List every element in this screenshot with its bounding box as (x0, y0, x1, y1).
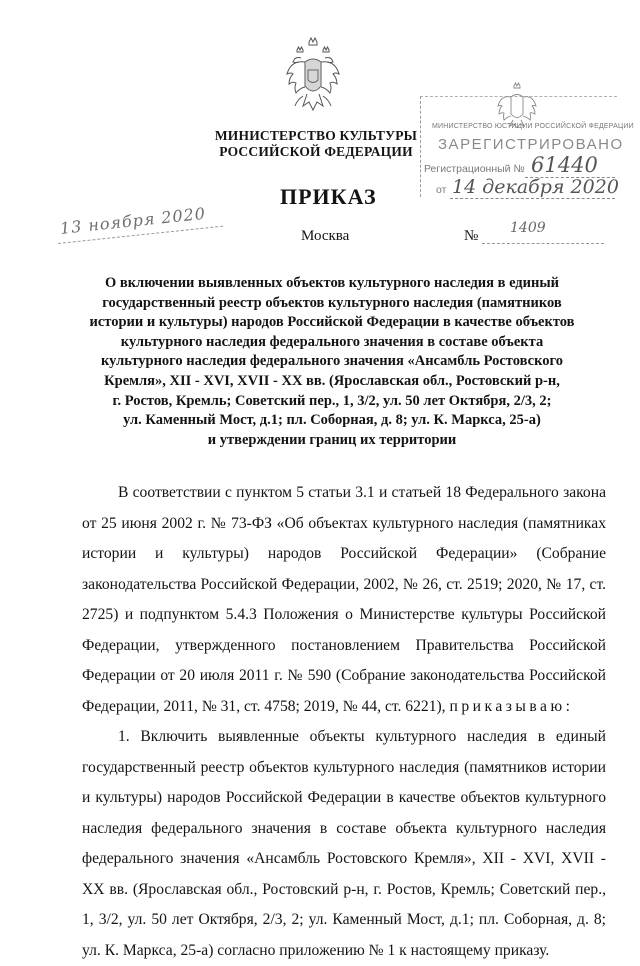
stamp-emblem-icon (496, 82, 538, 128)
heading-line: Кремля», XII - XVI, XVII - XX вв. (Ярославская обл., Ростовский р-н, (104, 372, 560, 389)
ministry-name-line-2: РОССИЙСКОЙ ФЕДЕРАЦИИ (219, 144, 413, 159)
stamp-date-label: от (436, 184, 447, 196)
heading-line: О включении выявленных объектов культурного наследия в единый (104, 275, 560, 291)
order-city: Москва (301, 228, 350, 244)
body-paragraph-preamble (82, 478, 606, 722)
heading-line: г. Ростов, Кремль; Советский пер., 1, 3/2, ул. 50 лет Октября, 2/3, 2; (112, 392, 552, 409)
order-number-label: № (464, 228, 479, 244)
heading-line: ул. Каменный Мост, д.1; пл. Соборная, д. 8; ул. К. Маркса, 25-а) (123, 412, 541, 429)
preamble-text: В соответствии с пунктом 5 статьи 3.1 и статьей 18 Федерального закона от 25 июня 2002 г. № 73-ФЗ «Об объектах культурного наследия (памятниках истории и культуры) народов Российской Федерации» (Собрание законодательства Российской Федерации, 2002, № 26, ст. 2519; 2020, № 17, ст. 2725) и подпунктом 5.4.3 Положения о Министерстве культуры Российской Федерации, утвержденного постановлением Правительства Российской Федерации от 20 июля 2011 г. № 590 (Собрание законодательства Российской Федерации, 2011, № 31, ст. 4758; 2019, № 44, ст. 6221), (82, 484, 606, 715)
ministry-name-line-1: МИНИСТЕРСТВО КУЛЬТУРЫ (214, 128, 418, 143)
coat-of-arms-icon (283, 36, 343, 120)
heading-line: истории и культуры) народов Российской Федерации в качестве объектов (89, 314, 575, 331)
body-paragraph-item-1: 1. Включить выявленные объекты культурного наследия в единый государственный реестр объектов культурного наследия (памятников истории и культуры) народов Российской Федерации в качестве объектов культурного наследия федерального значения в составе объекта культурного наследия федерального значения «Ансамбль Ростовского Кремля», XII - XVI, XVII - XX вв. (Ярославская обл., Ростовский р-н, г. Ростов, Кремль; Советский пер., 1, 3/2, ул. 50 лет Октября, 2/3, 2; ул. Каменный Мост, д.1; пл. Соборная, д. 8; ул. К. Маркса, 25-а) согласно приложению № 1 к настоящему приказу. (82, 728, 606, 959)
order-heading (72, 274, 592, 450)
ministry-name (196, 128, 436, 160)
stamp-registration-number-value: 61440 (531, 153, 598, 177)
stamp-registered-title: ЗАРЕГИСТРИРОВАНО (438, 136, 624, 153)
stamp-date-underline (450, 198, 615, 199)
heading-line: культурного наследия федерального значения «Ансамбль Ростовского (101, 353, 563, 370)
handwritten-order-date: 13 ноября 2020 (59, 203, 207, 238)
stamp-ministry-header: МИНИСТЕРСТВО ЮСТИЦИИ РОССИЙСКОЙ ФЕДЕРАЦИИ (432, 123, 634, 130)
order-title: ПРИКАЗ (280, 184, 377, 209)
stamp-date-value: 14 декабря 2020 (452, 176, 619, 198)
heading-line: и утверждении границ их территории (207, 431, 457, 448)
order-number-underline (482, 243, 604, 244)
heading-line: культурного наследия федерального значения в составе объекта (120, 333, 544, 350)
heading-line: государственный реестр объектов культурного наследия (памятников (102, 294, 562, 311)
order-body (82, 478, 606, 966)
stamp-registration-number-label: Регистрационный № (424, 163, 525, 175)
prikazyvayu-word: приказываю: (449, 697, 574, 715)
order-number-value: 1409 (510, 220, 546, 236)
